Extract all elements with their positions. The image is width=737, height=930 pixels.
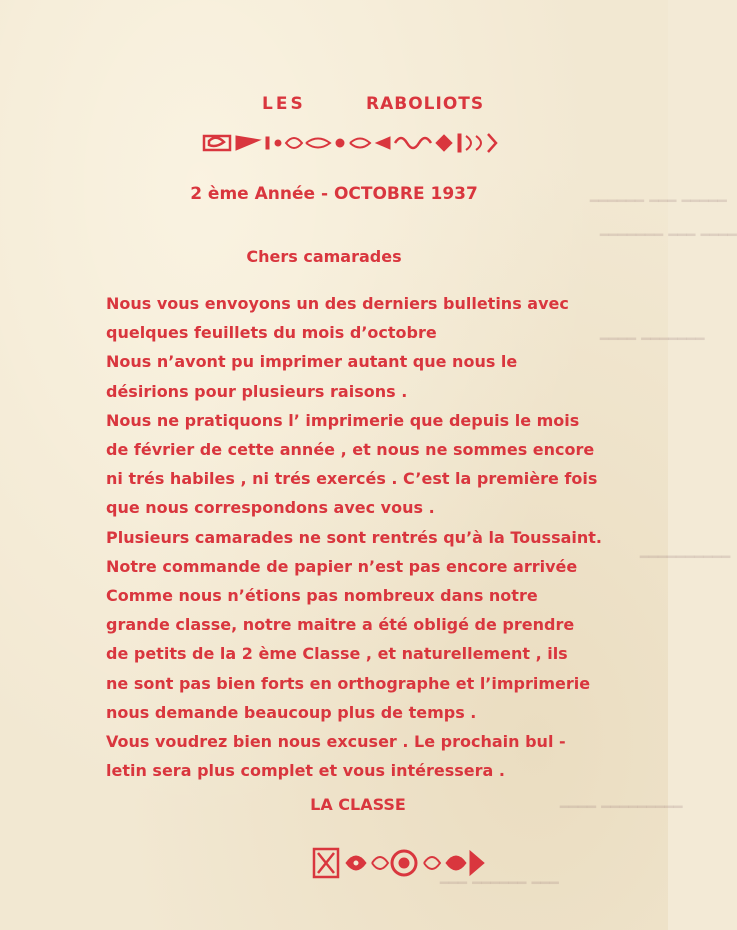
letter-line: de petits de la 2 ème Classe , et naturellement , ils: [106, 644, 568, 664]
letter-line: grande classe, notre maitre a été obligé de prendre: [106, 615, 575, 635]
floral-border-icon: [200, 128, 500, 158]
show-through-mark: ━━━ ━━━━━━ ━━━: [440, 874, 559, 892]
letter-line: letin sera plus complet et vous intéressera .: [106, 761, 505, 781]
show-through-mark: ━━━━━ ━━━ ━━━━━━: [590, 192, 727, 210]
show-through-mark: ━━━━ ━━━ ━━━━━━━: [600, 226, 737, 244]
title-word-les: LES: [262, 94, 306, 114]
letter-line: Notre commande de papier n’est pas encore arrivée: [106, 556, 578, 576]
letter-line: que nous correspondons avec vous .: [106, 498, 435, 518]
letter-line: Nous vous envoyons un des derniers bulletins avec: [106, 294, 569, 313]
letter-line: Nous n’avont pu imprimer autant que nous le: [106, 352, 518, 372]
letter-line: Comme nous n’étions pas nombreux dans notre: [106, 586, 538, 606]
edition-line: 2 ème Année - OCTOBRE 1937: [190, 184, 478, 204]
letter-body: [106, 289, 602, 785]
greeting: Chers camarades: [246, 247, 402, 266]
letter-line: Vous voudrez bien nous excuser . Le prochain bul -: [106, 732, 566, 752]
letter-line: nous demande beaucoup plus de temps .: [106, 702, 477, 722]
signature: LA CLASSE: [310, 795, 406, 814]
letter-line: désirions pour plusieurs raisons .: [106, 381, 408, 401]
letter-line: Plusieurs camarades ne sont rentrés qu’à la Toussaint.: [106, 527, 602, 547]
title-word-raboliots: RABOLIOTS: [366, 94, 485, 114]
show-through-mark: ━━━━━━━ ━━━━: [600, 330, 705, 348]
letter-line: de février de cette année , et nous ne sommes encore: [106, 440, 595, 460]
letter-line: ne sont pas bien forts en orthographe et l’imprimerie: [106, 673, 591, 693]
letter-line: ni trés habiles , ni trés exercés . C’est la première fois: [106, 469, 598, 489]
letter-line: Nous ne pratiquons l’ imprimerie que depuis le mois: [106, 410, 580, 430]
floral-border-icon: [312, 845, 488, 881]
letter-line: quelques feuillets du mois d’octobre: [106, 323, 437, 343]
show-through-mark: ━━━━━━━━━ ━━━━: [560, 798, 683, 816]
show-through-mark: ━━━━━━━━━━: [640, 548, 731, 566]
